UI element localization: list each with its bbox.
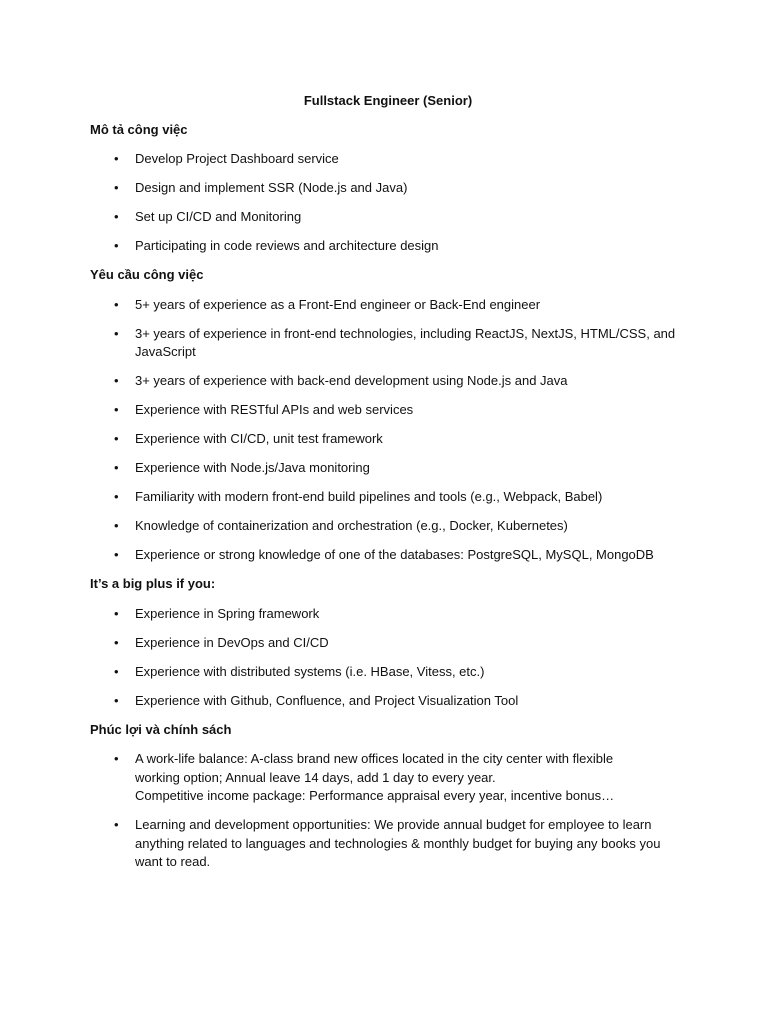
bullet-icon: •	[114, 325, 119, 341]
list-item-text: A work-life balance: A-class brand new offices located in the city center with flexible	[135, 751, 614, 766]
list-item-text: anything related to languages and technologies & monthly budget for buying any books you	[135, 835, 661, 851]
list-item-text: Experience in DevOps and CI/CD	[135, 634, 329, 650]
list-item	[90, 430, 682, 449]
list-item-text: Experience in Spring framework	[135, 605, 320, 621]
bullet-icon: •	[114, 547, 119, 562]
list-item-text: Experience with RESTful APIs and web services	[135, 402, 414, 417]
bullet-icon: •	[114, 296, 119, 312]
list-item-text: JavaScript	[135, 344, 196, 359]
list-item	[90, 488, 682, 507]
list-item	[90, 208, 682, 227]
list-item	[90, 517, 682, 536]
bullet-icon: •	[114, 209, 119, 224]
bullet-icon: •	[114, 489, 119, 504]
list-item-text: Experience with CI/CD, unit test framework	[135, 431, 383, 446]
list-item-text: 3+ years of experience with back-end development using Node.js and Java	[135, 373, 568, 388]
bullet-list	[90, 150, 682, 256]
list-item-text: Set up CI/CD and Monitoring	[135, 209, 302, 224]
list-item-text: working option; Annual leave 14 days, add 1 day to every year.	[135, 769, 496, 785]
section-heading: Phúc lợi và chính sách	[90, 721, 232, 737]
list-item	[90, 372, 682, 391]
list-item-text: Competitive income package: Performance appraisal every year, incentive bonus…	[135, 788, 615, 803]
list-item-text: 3+ years of experience in front-end technologies, including ReactJS, NextJS, HTML/CSS, and	[135, 325, 676, 341]
bullet-icon: •	[114, 634, 119, 650]
document-title: Fullstack Engineer (Senior)	[303, 93, 473, 108]
list-item	[90, 692, 682, 711]
list-item	[90, 605, 682, 624]
bullet-icon: •	[114, 663, 119, 679]
bullet-icon: •	[114, 180, 119, 195]
list-item	[90, 663, 682, 682]
section-heading: It’s a big plus if you:	[90, 576, 216, 591]
bullet-icon: •	[114, 460, 119, 475]
bullet-icon: •	[114, 692, 119, 708]
bullet-icon: •	[114, 431, 119, 446]
bullet-icon: •	[114, 817, 119, 832]
list-item	[90, 179, 682, 198]
list-item	[90, 750, 682, 806]
list-item-text: Develop Project Dashboard service	[135, 151, 339, 166]
list-item-text: Participating in code reviews and architecture design	[135, 238, 439, 253]
list-item	[90, 325, 682, 362]
section-heading: Mô tả công việc	[90, 121, 188, 137]
bullet-icon: •	[114, 151, 119, 166]
bullet-list	[90, 296, 682, 565]
list-item-text: Experience with Node.js/Java monitoring	[135, 460, 370, 475]
bullet-icon: •	[114, 605, 119, 621]
list-item-text: Learning and development opportunities: We provide annual budget for employee to learn	[135, 817, 652, 832]
list-item-text: Knowledge of containerization and orchestration (e.g., Docker, Kubernetes)	[135, 518, 568, 533]
list-item	[90, 150, 682, 169]
list-item	[90, 816, 682, 872]
list-item-text: Familiarity with modern front-end build pipelines and tools (e.g., Webpack, Babel)	[135, 489, 603, 504]
list-item	[90, 546, 682, 565]
bullet-icon: •	[114, 518, 119, 533]
list-item-text: want to read.	[135, 854, 211, 869]
bullet-icon: •	[114, 238, 119, 253]
section-heading: Yêu cầu công việc	[90, 267, 204, 282]
list-item	[90, 459, 682, 478]
list-item-text: 5+ years of experience as a Front-End engineer or Back-End engineer	[135, 296, 541, 312]
list-item	[90, 401, 682, 420]
list-item	[90, 634, 682, 653]
bullet-icon: •	[114, 751, 119, 766]
list-item-text: Experience or strong knowledge of one of the databases: PostgreSQL, MySQL, MongoDB	[135, 547, 654, 562]
list-item-text: Experience with distributed systems (i.e. HBase, Vitess, etc.)	[135, 663, 485, 679]
bullet-list	[90, 605, 682, 711]
bullet-icon: •	[114, 373, 119, 388]
bullet-icon: •	[114, 402, 119, 417]
list-item	[90, 296, 682, 315]
list-item-text: Experience with Github, Confluence, and Project Visualization Tool	[135, 692, 519, 708]
list-item-text: Design and implement SSR (Node.js and Java)	[135, 180, 408, 195]
document-body	[90, 121, 682, 872]
list-item	[90, 237, 682, 256]
bullet-list	[90, 750, 682, 872]
